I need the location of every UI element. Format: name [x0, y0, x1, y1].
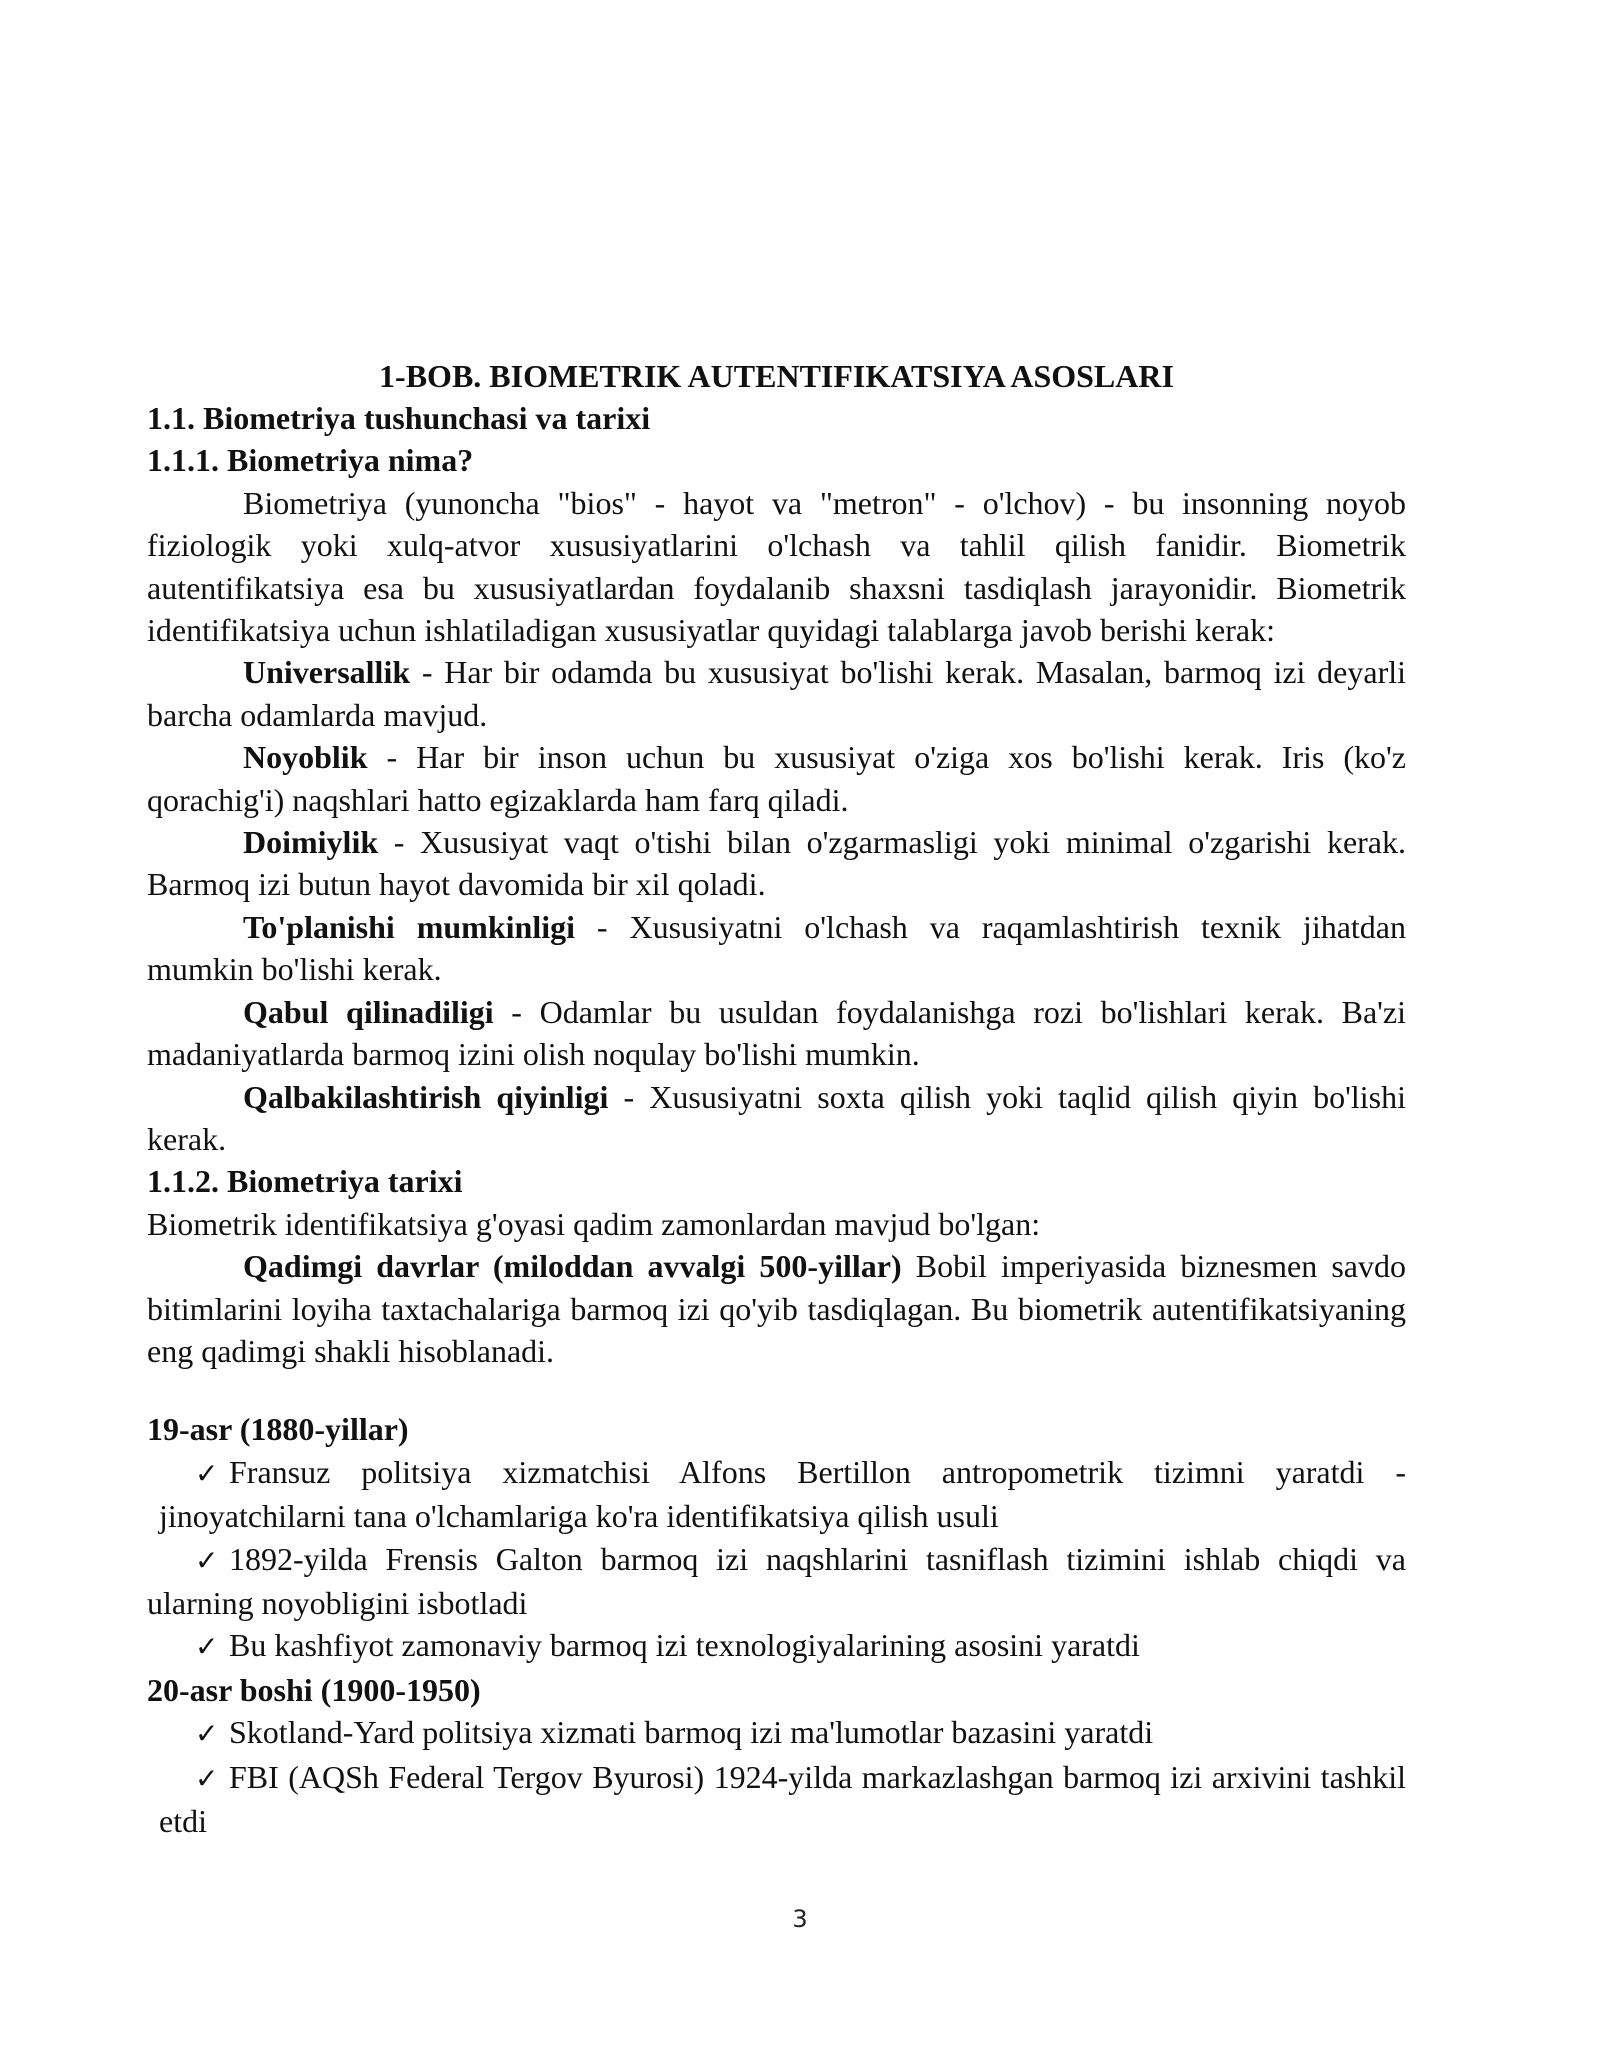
list-item [147, 1711, 1406, 1755]
requirement-term: To'planishi mumkinligi [243, 908, 575, 945]
chapter-title: 1-BOB. BIOMETRIK AUTENTIFIKATSIYA ASOSLARI [379, 358, 1174, 394]
requirement-text: - Odamlar bu usuldan foydalanishga rozi bo'lishlari kerak. Ba'zi madaniyatlarda barmoq izini olish noqulay bo'lishi mumkin. [147, 993, 1407, 1073]
list-item-text: Skotland-Yard politsiya xizmati barmoq izi ma'lumotlar bazasini yaratdi [229, 1714, 1154, 1751]
requirement-text: - Har bir odamda bu xususiyat bo'lishi kerak. Masalan, barmoq izi deyarli barcha odamlarda mavjud. [147, 654, 1406, 733]
list-item-text: 1892-yilda Frensis Galton barmoq izi naqshlarini tasniflash tizimini ishlab chiqdi va ularning noyobligini isbotladi [147, 1540, 1406, 1621]
checkmark-icon: ✓ [195, 1543, 219, 1577]
ancient-period-paragraph [147, 1245, 1406, 1372]
period-heading-early-20th-century: 20-asr boshi (1900-1950) [147, 1671, 481, 1708]
ancient-period-text: Bobil imperiyasida biznesmen savdo bitimlarini loyiha taxtachalariga barmoq izi qo'yib tasdiqlagan. Bu biometrik autentifikatsiyaning eng qadimgi shakli hisoblanadi. [147, 1248, 1406, 1369]
requirement-paragraph-circumvention [147, 1076, 1406, 1161]
page-number: 3 [792, 1905, 808, 1933]
requirement-paragraph-uniqueness [147, 736, 1406, 821]
list-item-text: FBI (AQSh Federal Tergov Byurosi) 1924-yilda markazlashgan barmoq izi arxivini tashkil etdi [159, 1758, 1406, 1839]
section-heading-1-1-2: 1.1.2. Biometriya tarixi [147, 1163, 463, 1200]
list-item [147, 1451, 1406, 1538]
requirement-term: Qabul qilinadiligi [243, 993, 494, 1030]
list-item-text: Bu kashfiyot zamonaviy barmoq izi texnologiyalarining asosini yaratdi [229, 1627, 1140, 1664]
document-page [147, 355, 1406, 1842]
list-item [147, 1624, 1406, 1668]
requirement-text: - Xususiyatni soxta qilish yoki taqlid qilish qiyin bo'lishi kerak. [147, 1078, 1407, 1157]
requirement-text: - Har bir inson uchun bu xususiyat o'ziga xos bo'lishi kerak. Iris (ko'z qorachig'i) naqshlari hatto egizaklarda ham farq qiladi. [147, 739, 1406, 818]
requirement-paragraph-permanence [147, 821, 1406, 906]
section-heading-1-1: 1.1. Biometriya tushunchasi va tarixi [147, 400, 651, 436]
section-heading-1-1-1: 1.1.1. Biometriya nima? [147, 442, 474, 479]
checkmark-icon: ✓ [195, 1630, 219, 1664]
period-heading-19th-century: 19-asr (1880-yillar) [147, 1411, 409, 1448]
list-item-text: Fransuz politsiya xizmatchisi Alfons Bertillon antropometrik tizimni yaratdi - jinoyatchilarni tana o'lchamlariga ko'ra identifikatsiya qilish usuli [159, 1453, 1406, 1535]
checkmark-icon: ✓ [195, 1456, 219, 1490]
requirement-paragraph-collectability [147, 906, 1406, 991]
blank-line [147, 1372, 1406, 1408]
requirement-text: - Xususiyatni o'lchash va raqamlashtirish texnik jihatdan mumkin bo'lishi kerak. [147, 908, 1407, 988]
requirement-text: - Xususiyat vaqt o'tishi bilan o'zgarmasligi yoki minimal o'zgarishi kerak. Barmoq izi butun hayot davomida bir xil qoladi. [147, 824, 1406, 903]
requirement-term: Noyoblik [243, 739, 368, 776]
history-intro: Biometrik identifikatsiya g'oyasi qadim zamonlardan mavjud bo'lgan: [147, 1205, 1041, 1242]
checkmark-icon: ✓ [195, 1717, 219, 1751]
requirement-term: Qalbakilashtirish qiyinligi [243, 1078, 609, 1115]
requirement-paragraph-acceptability [147, 991, 1406, 1076]
ancient-period-term: Qadimgi davrlar (miloddan avvalgi 500-yillar) [243, 1248, 902, 1285]
requirement-term: Doimiylik [243, 824, 379, 861]
requirement-paragraph-universality [147, 651, 1406, 736]
intro-paragraph: Biometriya (yunoncha "bios" - hayot va "metron" - o'lchov) - bu insonning noyob fiziologik yoki xulq-atvor xususiyatlarini o'lchash va tahlil qilish fanidir. Biometrik autentifikatsiya esa bu xususiyatlardan foydalanib shaxsni tasdiqlash jarayonidir. Biometrik identifikatsiya uchun ishlatiladigan xususiyatlar quyidagi talablarga javob berishi kerak: [147, 484, 1406, 649]
list-item [147, 1756, 1406, 1843]
checkmark-icon: ✓ [195, 1761, 219, 1795]
list-item [147, 1538, 1406, 1625]
requirement-term: Universallik [243, 654, 411, 691]
